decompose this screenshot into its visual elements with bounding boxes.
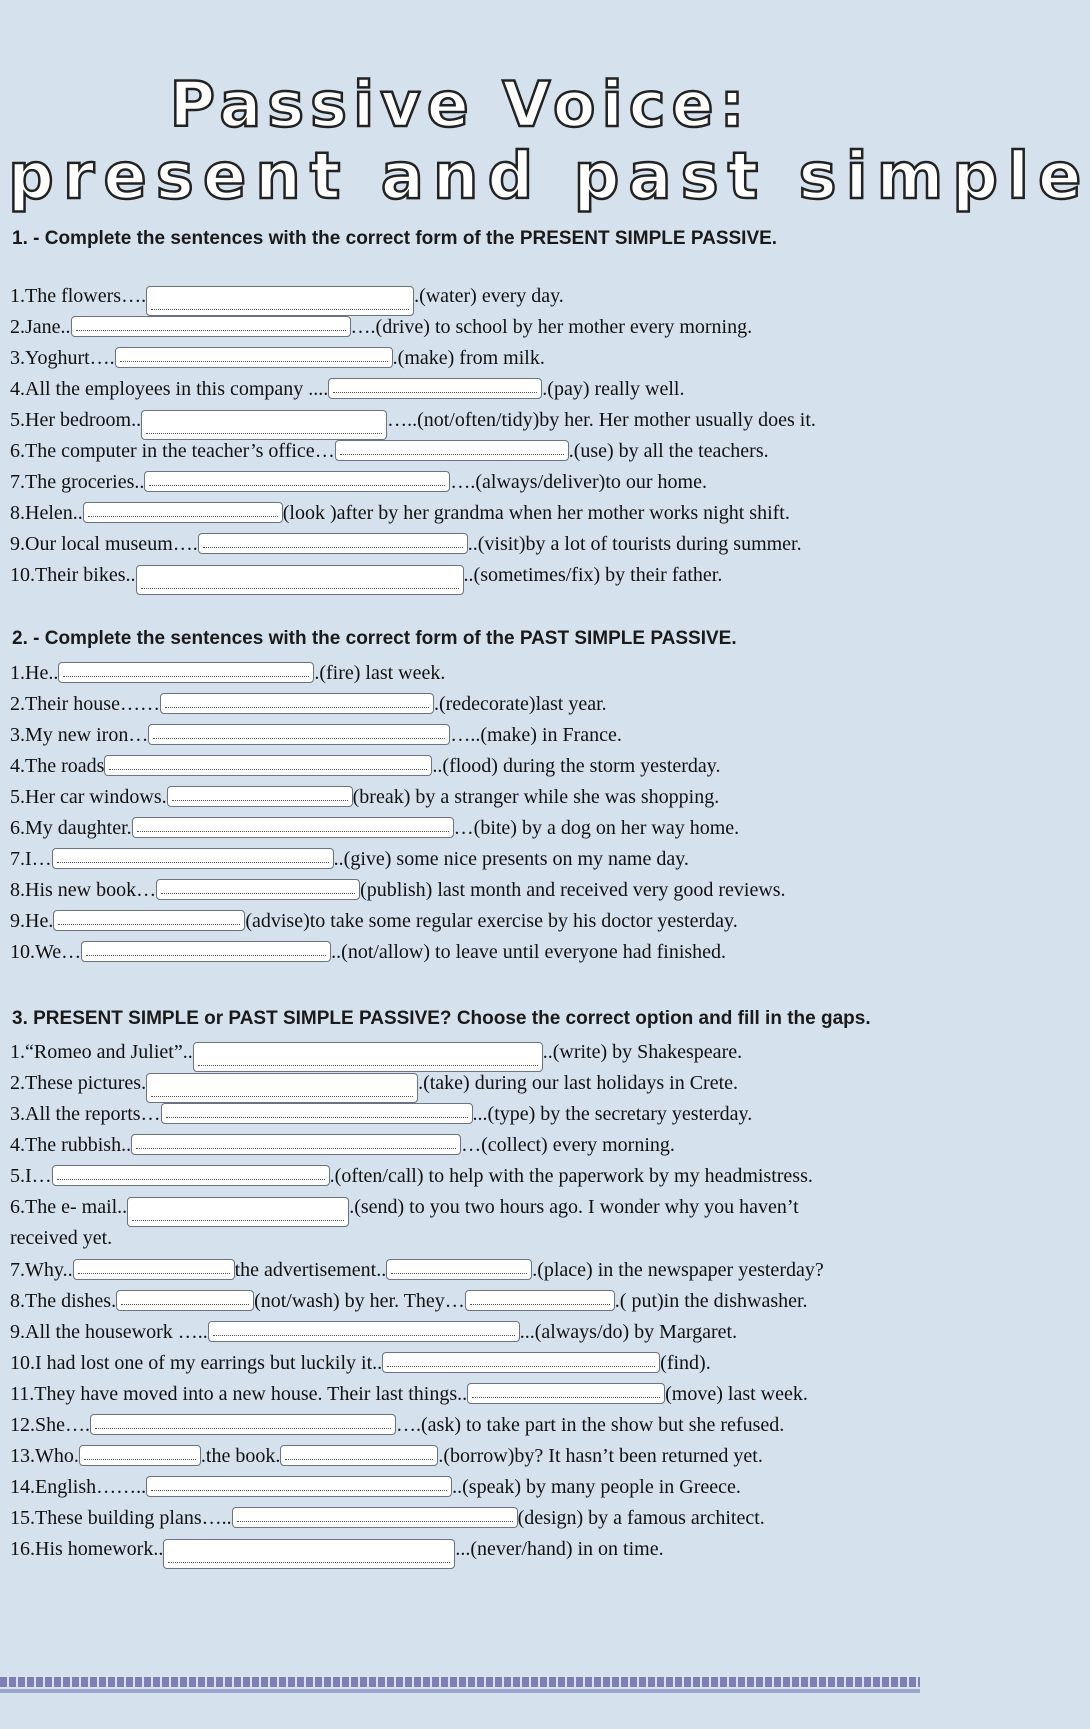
s3-item-13 (10, 1442, 763, 1470)
s1-item-5-answer-field[interactable] (141, 410, 387, 440)
s3-item-16-text: 16.His homework.. (10, 1538, 164, 1560)
s3-item-3-hint: ...(type) by the secretary yesterday. (472, 1103, 753, 1125)
s3-item-7 (10, 1256, 824, 1284)
s2-item-10-text: 10.We… (10, 941, 82, 963)
s3-item-8-text: 8.The dishes. (10, 1290, 117, 1312)
s3-item-11 (10, 1380, 808, 1408)
s1-item-6-answer-field[interactable] (335, 440, 569, 461)
section-3-heading: 3. PRESENT SIMPLE or PAST SIMPLE PASSIVE? Choose the correct option and fill in the gaps. (12, 1008, 871, 1029)
s3-item-9-hint: ...(always/do) by Margaret. (519, 1321, 738, 1343)
s1-item-9 (10, 530, 802, 558)
s1-item-1-text: 1.The flowers…. (10, 285, 147, 307)
s3-item-10 (10, 1349, 711, 1377)
s1-item-7-answer-field[interactable] (144, 471, 450, 492)
s1-item-1-answer-field[interactable] (146, 286, 414, 316)
s3-item-15-text: 15.These building plans….. (10, 1507, 232, 1529)
s2-item-3 (10, 721, 622, 749)
s1-item-6-hint: .(use) by all the teachers. (568, 440, 769, 462)
decorative-footer-border (0, 1677, 920, 1687)
s3-item-3-text: 3.All the reports… (10, 1103, 161, 1125)
s3-item-15-answer-field[interactable] (232, 1507, 518, 1528)
s1-item-3-answer-field[interactable] (115, 347, 393, 368)
s1-item-7 (10, 468, 707, 496)
s3-item-14-answer-field[interactable] (146, 1476, 452, 1497)
s3-item-9-answer-field[interactable] (208, 1321, 520, 1342)
s2-item-1 (10, 659, 445, 687)
s3-item-3-answer-field[interactable] (161, 1103, 473, 1124)
s2-item-7 (10, 845, 689, 873)
s3-item-11-hint: (move) last week. (665, 1383, 808, 1405)
s3-item-9-text: 9.All the housework ….. (10, 1321, 208, 1343)
s2-item-3-text: 3.My new iron… (10, 724, 149, 746)
s3-item-6-hint: .(send) to you two hours ago. I wonder why you haven’t (349, 1196, 799, 1218)
s2-item-7-text: 7.I… (10, 848, 52, 870)
s3-item-13-hint: .(borrow)by? It hasn’t been returned yet. (438, 1445, 763, 1467)
s3-item-2-answer-field[interactable] (146, 1073, 418, 1103)
s1-item-10-answer-field[interactable] (136, 565, 464, 595)
s3-item-4-text: 4.The rubbish.. (10, 1134, 132, 1156)
s1-item-8-hint: (look )after by her grandma when her mother works night shift. (282, 502, 790, 524)
s1-item-9-hint: ..(visit)by a lot of tourists during summer. (467, 533, 802, 555)
s3-item-4-answer-field[interactable] (131, 1134, 461, 1155)
s3-item-6-text: 6.The e- mail.. (10, 1196, 128, 1218)
s3-item-5 (10, 1162, 813, 1190)
s3-item-8-hint: .( put)in the dishwasher. (614, 1290, 808, 1312)
s2-item-3-answer-field[interactable] (148, 724, 450, 745)
s2-item-4-answer-field[interactable] (104, 755, 432, 776)
s1-item-2-text: 2.Jane.. (10, 316, 71, 338)
s1-item-8 (10, 499, 790, 527)
s2-item-7-answer-field[interactable] (52, 848, 334, 869)
s3-item-13-middle: .the book. (200, 1445, 281, 1467)
s3-item-12-hint: ….(ask) to take part in the show but she refused. (396, 1414, 785, 1436)
s1-item-8-text: 8.Helen.. (10, 502, 83, 524)
s1-item-1 (10, 282, 564, 310)
s3-item-2-hint: .(take) during our last holidays in Crete. (418, 1072, 738, 1094)
s1-item-6-text: 6.The computer in the teacher’s office… (10, 440, 335, 462)
s2-item-9 (10, 907, 738, 935)
s3-item-14-text: 14.English…….. (10, 1476, 147, 1498)
s2-item-8 (10, 876, 786, 904)
s3-item-2 (10, 1069, 738, 1097)
s2-item-9-text: 9.He. (10, 910, 54, 932)
s3-item-8 (10, 1287, 808, 1315)
s3-item-1-text: 1.“Romeo and Juliet”.. (10, 1041, 193, 1063)
s1-item-4-answer-field[interactable] (328, 378, 542, 399)
s3-item-1 (10, 1038, 742, 1066)
s2-item-10-answer-field[interactable] (81, 941, 331, 962)
s2-item-2-answer-field[interactable] (160, 693, 434, 714)
s3-item-9 (10, 1318, 737, 1346)
s3-item-1-answer-field[interactable] (193, 1042, 543, 1072)
s3-item-14-hint: ..(speak) by many people in Greece. (452, 1476, 741, 1498)
s1-item-5-text: 5.Her bedroom.. (10, 409, 142, 431)
s3-item-11-answer-field[interactable] (467, 1383, 665, 1404)
s3-item-14 (10, 1473, 741, 1501)
s2-item-2-hint: .(redecorate)last year. (433, 693, 607, 715)
s2-item-8-text: 8.His new book… (10, 879, 157, 901)
s1-item-6 (10, 437, 769, 465)
s2-item-6-answer-field[interactable] (132, 817, 454, 838)
s3-item-5-answer-field[interactable] (52, 1165, 330, 1186)
s2-item-5-hint: (break) by a stranger while she was shopping. (352, 786, 720, 808)
s3-item-7-answer-field-1[interactable] (73, 1259, 235, 1280)
s2-item-2 (10, 690, 607, 718)
s1-item-10-hint: ..(sometimes/fix) by their father. (463, 564, 723, 586)
s1-item-3 (10, 344, 545, 372)
s1-item-9-text: 9.Our local museum…. (10, 533, 198, 555)
s3-item-10-text: 10.I had lost one of my earrings but luckily it.. (10, 1352, 383, 1374)
s3-item-12 (10, 1411, 784, 1439)
decorative-footer-rule (0, 1689, 920, 1693)
s3-item-4-hint: …(collect) every morning. (461, 1134, 675, 1156)
s1-item-2 (10, 313, 752, 341)
worksheet-title-line2: present and past simple (8, 140, 1090, 214)
s3-item-15-hint: (design) by a famous architect. (517, 1507, 765, 1529)
s2-item-3-hint: …..(make) in France. (450, 724, 622, 746)
s2-item-5-text: 5.Her car windows. (10, 786, 167, 808)
section-1-heading: 1. - Complete the sentences with the correct form of the PRESENT SIMPLE PASSIVE. (12, 228, 778, 249)
s3-item-7-text: 7.Why.. (10, 1259, 73, 1281)
s2-item-2-text: 2.Their house…… (10, 693, 160, 715)
s1-item-5 (10, 406, 816, 434)
s3-item-6-continued-text: received yet. (10, 1227, 113, 1249)
s2-item-8-answer-field[interactable] (156, 879, 360, 900)
s3-item-5-text: 5.I… (10, 1165, 52, 1187)
s3-item-10-answer-field[interactable] (382, 1352, 660, 1373)
worksheet-title-line1: Passive Voice: (169, 68, 751, 141)
s2-item-8-hint: (publish) last month and received very good reviews. (360, 879, 786, 901)
s3-item-8-answer-field-1[interactable] (116, 1290, 254, 1311)
s3-item-8-answer-field-2[interactable] (465, 1290, 615, 1311)
s1-item-1-hint: .(water) every day. (414, 285, 564, 307)
s1-item-7-hint: ….(always/deliver)to our home. (450, 471, 707, 493)
s2-item-5 (10, 783, 719, 811)
s1-item-3-hint: .(make) from milk. (392, 347, 545, 369)
section-2-heading: 2. - Complete the sentences with the correct form of the PAST SIMPLE PASSIVE. (12, 628, 737, 649)
s1-item-7-text: 7.The groceries.. (10, 471, 145, 493)
s3-item-7-middle: the advertisement.. (234, 1259, 387, 1281)
s2-item-9-hint: (advise)to take some regular exercise by his doctor yesterday. (245, 910, 738, 932)
s1-item-2-hint: ….(drive) to school by her mother every morning. (350, 316, 753, 338)
s1-item-5-hint: …..(not/often/tidy)by her. Her mother usually does it. (387, 409, 816, 431)
s2-item-1-answer-field[interactable] (58, 662, 314, 683)
s3-item-12-answer-field[interactable] (90, 1414, 396, 1435)
s2-item-4-text: 4.The roads (10, 755, 105, 777)
s2-item-6-text: 6.My daughter. (10, 817, 132, 839)
s3-item-2-text: 2.These pictures. (10, 1072, 147, 1094)
s3-item-5-hint: .(often/call) to help with the paperwork by my headmistress. (329, 1165, 813, 1187)
s2-item-6-hint: …(bite) by a dog on her way home. (453, 817, 740, 839)
s1-item-4 (10, 375, 684, 403)
s1-item-4-text: 4.All the employees in this company .... (10, 378, 329, 400)
s2-item-4-hint: ..(flood) during the storm yesterday. (432, 755, 721, 777)
s3-item-10-hint: (find). (660, 1352, 711, 1374)
s2-item-6 (10, 814, 739, 842)
s3-item-15 (10, 1504, 765, 1532)
s2-item-1-text: 1.He.. (10, 662, 59, 684)
s1-item-3-text: 3.Yoghurt…. (10, 347, 115, 369)
s3-item-1-hint: ..(write) by Shakespeare. (542, 1041, 743, 1063)
s3-item-8-middle: (not/wash) by her. They… (254, 1290, 465, 1312)
s2-item-10-hint: ..(not/allow) to leave until everyone had finished. (331, 941, 727, 963)
s1-item-10 (10, 561, 722, 589)
s3-item-13-answer-field-1[interactable] (79, 1445, 201, 1466)
s1-item-8-answer-field[interactable] (83, 502, 283, 523)
s2-item-5-answer-field[interactable] (167, 786, 353, 807)
s2-item-1-hint: .(fire) last week. (314, 662, 446, 684)
s3-item-12-text: 12.She…. (10, 1414, 90, 1436)
s1-item-2-answer-field[interactable] (71, 316, 351, 337)
s3-item-16-hint: ...(never/hand) in on time. (455, 1538, 664, 1560)
s2-item-9-answer-field[interactable] (53, 910, 245, 931)
s1-item-9-answer-field[interactable] (198, 533, 468, 554)
s3-item-11-text: 11.They have moved into a new house. Their last things.. (10, 1383, 468, 1405)
s3-item-7-answer-field-2[interactable] (386, 1259, 532, 1280)
s3-item-6 (10, 1193, 799, 1221)
s3-item-4 (10, 1131, 675, 1159)
s2-item-7-hint: ..(give) some nice presents on my name day. (333, 848, 689, 870)
s3-item-7-hint: .(place) in the newspaper yesterday? (532, 1259, 824, 1281)
s3-item-13-text: 13.Who. (10, 1445, 79, 1467)
s2-item-10 (10, 938, 726, 966)
s2-item-4 (10, 752, 721, 780)
s1-item-10-text: 10.Their bikes.. (10, 564, 136, 586)
s3-item-16 (10, 1535, 664, 1563)
s3-item-16-answer-field[interactable] (163, 1539, 455, 1569)
s1-item-4-hint: .(pay) really well. (542, 378, 685, 400)
s3-item-13-answer-field-2[interactable] (280, 1445, 438, 1466)
s3-item-6-continued (10, 1224, 112, 1252)
s3-item-6-answer-field[interactable] (127, 1197, 349, 1227)
s3-item-3 (10, 1100, 752, 1128)
